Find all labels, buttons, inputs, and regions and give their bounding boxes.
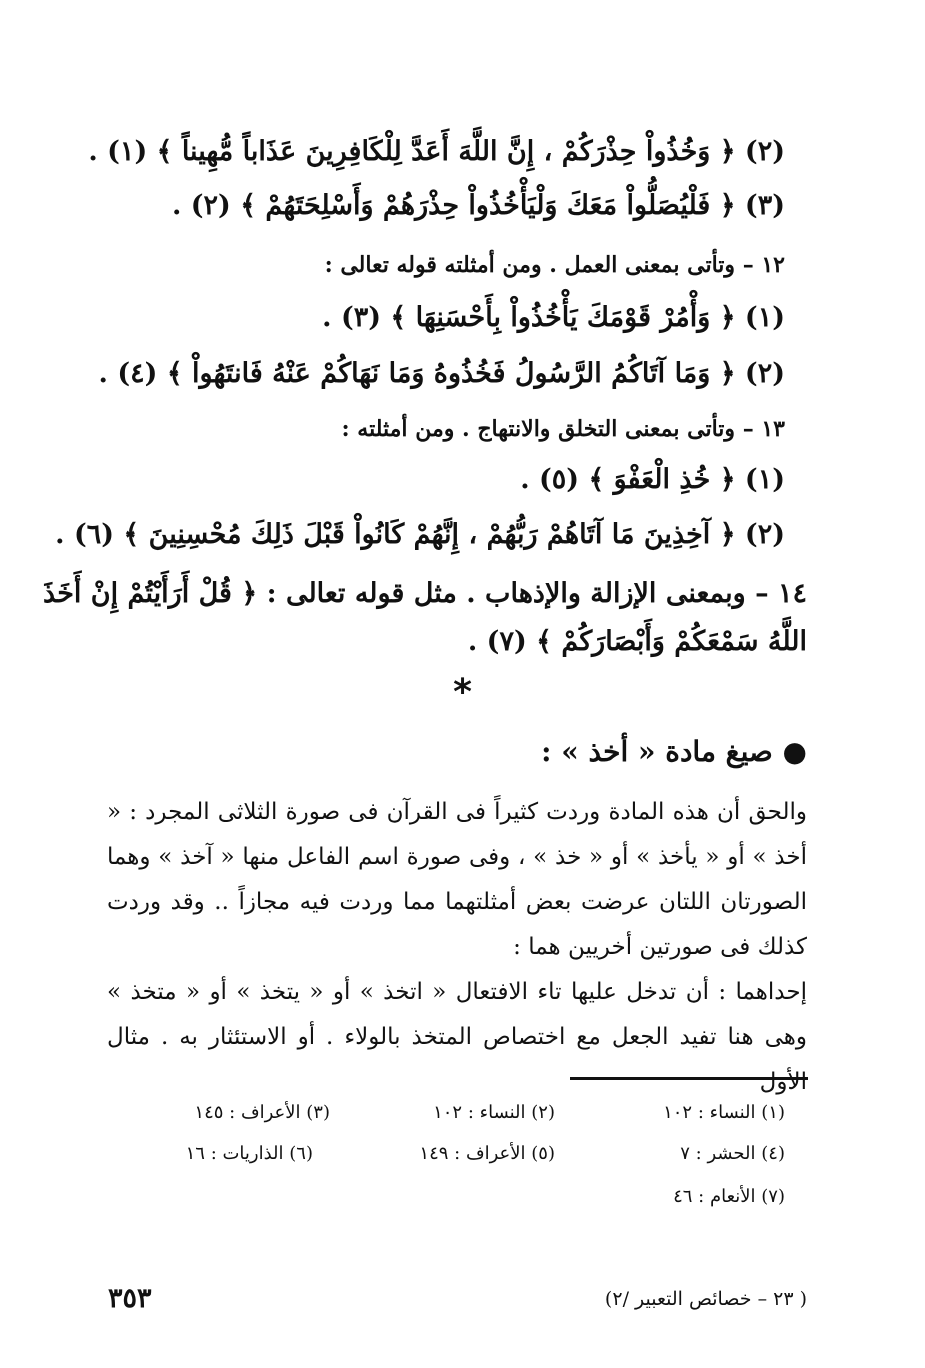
footnote-4: (٤) الحشر : ٧ bbox=[680, 1143, 785, 1164]
section-heading: ● صيغ مادة « أخذ » : bbox=[541, 735, 807, 768]
text-line-12: ١٢ – وتأتى بمعنى العمل . ومن أمثلته قوله تعالى : bbox=[324, 252, 785, 278]
page-number: ٣٥٣ bbox=[108, 1283, 152, 1314]
footnote-7: (٧) الأنعام : ٤٦ bbox=[673, 1186, 785, 1207]
verse-line-1: (٢) ﴿ وَخُذُواْ حِذْرَكُمْ ، إِنَّ اللَّهَ أَعَدَّ لِلْكَافِرِينَ عَذَاباً مُّهِيناً ﴾ (١) . bbox=[88, 136, 785, 167]
footnote-5: (٥) الأعراف : ١٤٩ bbox=[419, 1143, 555, 1164]
text-line-14: ١٤ – وبمعنى الإزالة والإذهاب . مثل قوله تعالى : ﴿ قُلْ أَرَأَيْتُمْ إِنْ أَخَذَ bbox=[43, 578, 807, 609]
section-separator: * bbox=[453, 672, 472, 713]
verse-line-2: (٣) ﴿ فَلْيُصَلُّواْ مَعَكَ وَلْيَأْخُذُواْ حِذْرَهُمْ وَأَسْلِحَتَهُمْ ﴾ (٢) . bbox=[171, 190, 785, 221]
verse-line-4: (٢) ﴿ وَمَا آتَاكُمُ الرَّسُولُ فَخُذُوهُ وَمَا نَهَاكُمْ عَنْهُ فَانتَهُواْ ﴾ (٤) . bbox=[98, 358, 785, 389]
verse-line-7: اللَّهُ سَمْعَكُمْ وَأَبْصَارَكُمْ ﴾ (٧) . bbox=[467, 626, 807, 657]
footnote-2: (٢) النساء : ١٠٢ bbox=[433, 1102, 555, 1123]
verse-line-6: (٢) ﴿ آخِذِينَ مَا آتَاهُمْ رَبُّهُمْ ، إِنَّهُمْ كَانُواْ قَبْلَ ذَلِكَ مُحْسِنِينَ ﴾ (٦) . bbox=[55, 519, 785, 550]
verse-line-3: (١) ﴿ وَأْمُرْ قَوْمَكَ يَأْخُذُواْ بِأَحْسَنِهَا ﴾ (٣) . bbox=[322, 302, 785, 333]
paragraph-1: والحق أن هذه المادة وردت كثيراً فى القرآن فى صورة الثلاثى المجرد : « أخذ » أو « يأخذ » أو « خذ » ، وفى صورة اسم الفاعل منها « آخذ » وهما الصورتان اللتان عرضت بعض أمثلتهما مما وردت فيه مجازاً .. وقد وردت كذلك فى صورتين أخريين هما : bbox=[107, 799, 807, 960]
footnote-3: (٣) الأعراف : ١٤٥ bbox=[194, 1102, 330, 1123]
footnote-6: (٦) الذاريات : ١٦ bbox=[185, 1143, 313, 1164]
paragraph-2: إحداهما : أن تدخل عليها تاء الافتعال « اتخذ » أو « يتخذ » أو « متخذ » وهى هنا تفيد الجعل مع اختصاص المتخذ بالولاء . أو الاستئثار به . مثال الأول bbox=[107, 979, 807, 1095]
running-footer: ( ٢٣ – خصائص التعبير /٢) bbox=[604, 1288, 807, 1310]
verse-line-5: (١) ﴿ خُذِ الْعَفْوَ ﴾ (٥) . bbox=[520, 464, 785, 495]
footnote-1: (١) النساء : ١٠٢ bbox=[663, 1102, 785, 1123]
footnote-divider bbox=[570, 1077, 808, 1080]
text-line-13: ١٣ – وتأتى بمعنى التخلق والانتهاج . ومن أمثلته : bbox=[341, 416, 785, 442]
